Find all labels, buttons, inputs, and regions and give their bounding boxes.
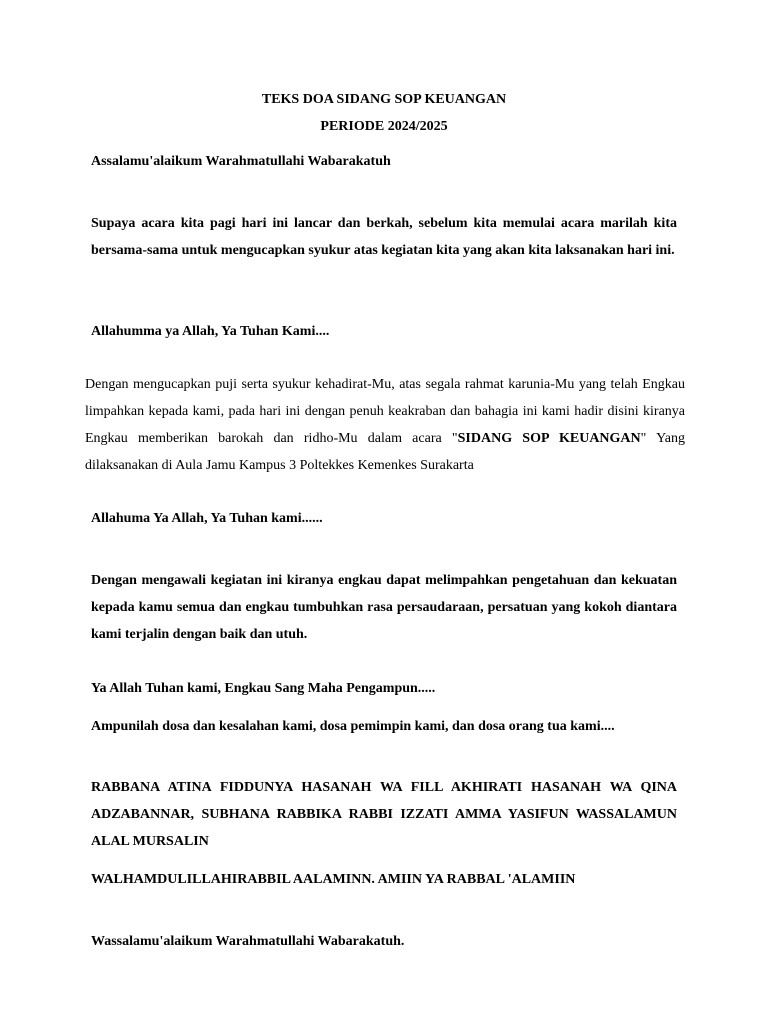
closing-prayer-arabic: RABBANA ATINA FIDDUNYA HASANAH WA FILL AKHIRATI HASANAH WA QINA ADZABANNAR, SUBHANA RABBIKA RABBI IZZATI AMMA YASIFUN WASSALAMUN ALAL MURSALIN (91, 780, 677, 849)
thanks-paragraph (85, 371, 685, 479)
closing-greeting: Wassalamu'alaikum Warahmatullahi Wabarakatuh. (91, 934, 405, 949)
invocation-2: Allahuma Ya Allah, Ya Tuhan kami...... (91, 511, 323, 526)
invocation-3: Ya Allah Tuhan kami, Engkau Sang Maha Pengampun..... (91, 681, 436, 696)
event-name: SIDANG SOP KEUANGAN (457, 431, 641, 446)
main-prayer-paragraph: Dengan mengawali kegiatan ini kiranya engkau dapat melimpahkan pengetahuan dan kekuatan kepada kamu semua dan engkau tumbuhkan rasa persaudaraan, persatuan yang kokoh diantara kami terjalin dengan baik dan utuh. (91, 573, 677, 642)
invocation-1: Allahumma ya Allah, Ya Tuhan Kami.... (91, 324, 330, 339)
forgiveness-line: Ampunilah dosa dan kesalahan kami, dosa pemimpin kami, dan dosa orang tua kami.... (91, 719, 615, 734)
intro-paragraph: Supaya acara kita pagi hari ini lancar dan berkah, sebelum kita memulai acara marilah kita bersama-sama untuk mengucapkan syukur atas kegiatan kita yang akan kita laksanakan hari ini. (91, 216, 677, 258)
hamdalah-line: WALHAMDULILLAHIRABBIL AALAMINN. AMIIN YA RABBAL 'ALAMIIN (91, 872, 576, 887)
opening-greeting: Assalamu'alaikum Warahmatullahi Wabarakatuh (91, 154, 391, 169)
thanks-text-after: " Yang dilaksanakan di Aula Jamu Kampus 3 Poltekkes Kemenkes Surakarta (85, 431, 685, 473)
document-title: TEKS DOA SIDANG SOP KEUANGAN (261, 92, 507, 107)
thanks-text-before: Dengan mengucapkan puji serta syukur kehadirat-Mu, atas segala rahmat karunia-Mu yang telah Engkau limpahkan kepada kami, pada hari ini dengan penuh keakraban dan bahagia ini kami hadir disini kiranya Engkau memberikan barokah dan ridho-Mu dalam acara " (85, 377, 685, 446)
document-subtitle-period: PERIODE 2024/2025 (320, 119, 448, 134)
